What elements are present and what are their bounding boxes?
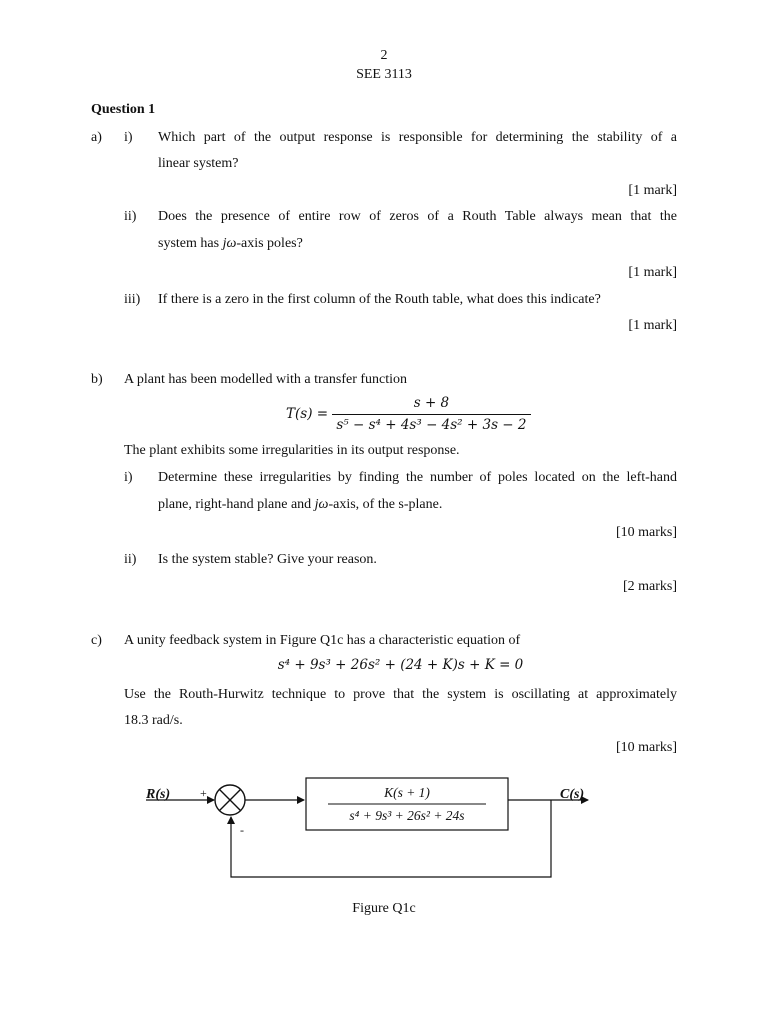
part-a-iii-marks: [1 mark]	[628, 318, 677, 333]
part-b-i-text: Determine these irregularities by finding the number of poles located on the left-hand	[158, 470, 677, 485]
part-a-label: a)	[91, 130, 102, 145]
part-b-i-marks: [10 marks]	[615, 525, 677, 540]
part-a-iii-number: iii)	[124, 292, 141, 307]
transfer-function-fraction	[332, 395, 530, 433]
part-b-observation: The plant exhibits some irregularities in its output response.	[124, 443, 460, 458]
part-b-i-text-cont: plane, right-hand plane and jω-axis, of the s-plane.	[158, 497, 443, 512]
figure-caption: Figure Q1c	[352, 901, 416, 916]
part-b-ii-text: Is the system stable? Give your reason.	[158, 552, 377, 567]
minus-sign: -	[240, 823, 244, 837]
part-c-intro: A unity feedback system in Figure Q1c has a characteristic equation of	[124, 633, 521, 648]
part-a-iii-text: If there is a zero in the first column of the Routh table, what does this indicate?	[158, 292, 601, 307]
part-b-ii-marks: [2 marks]	[622, 579, 677, 594]
transfer-function-denominator: s⁵ − s⁴ + 4s³ − 4s² + 3s − 2	[332, 414, 530, 433]
part-b-i-number: i)	[124, 470, 133, 485]
part-c-text-cont: 18.3 rad/s.	[124, 713, 183, 728]
question-title: Question 1	[91, 102, 156, 117]
page-number: 2	[380, 48, 388, 63]
part-c-label: c)	[91, 633, 102, 648]
part-a-ii-text-cont: system has jω-axis poles?	[158, 236, 303, 251]
course-code: SEE 3113	[356, 67, 412, 82]
plant-denominator: s⁴ + 9s³ + 26s² + 24s	[349, 808, 465, 823]
part-a-ii-marks: [1 mark]	[628, 265, 677, 280]
part-b-label: b)	[91, 372, 103, 387]
part-a-i-text: Which part of the output response is responsible for determining the stability of a	[158, 130, 677, 145]
transfer-function-numerator: s + 8	[413, 395, 450, 411]
part-b-ii-number: ii)	[124, 552, 137, 567]
plant-numerator: K(s + 1)	[384, 785, 430, 800]
part-a-i-marks: [1 mark]	[628, 183, 677, 198]
part-a-i-text-cont: linear system?	[158, 156, 239, 171]
summing-junction	[215, 785, 245, 815]
part-a-ii-number: ii)	[124, 209, 137, 224]
block-diagram	[0, 760, 768, 900]
transfer-function-lhs: T(s) =	[286, 406, 329, 422]
output-label: C(s)	[560, 787, 585, 802]
transfer-function-equation	[286, 395, 531, 433]
characteristic-equation: s⁴ + 9s³ + 26s² + (24 + K)s + K = 0	[277, 657, 524, 673]
part-c-marks: [10 marks]	[615, 740, 677, 755]
part-b-intro: A plant has been modelled with a transfer function	[124, 372, 408, 387]
part-a-ii-text: Does the presence of entire row of zeros of a Routh Table always mean that the	[158, 209, 677, 224]
part-a-i-number: i)	[124, 130, 133, 145]
part-c-text: Use the Routh-Hurwitz technique to prove that the system is oscillating at approximately	[124, 687, 677, 702]
input-label: R(s)	[146, 787, 171, 802]
plus-sign: +	[200, 786, 207, 800]
